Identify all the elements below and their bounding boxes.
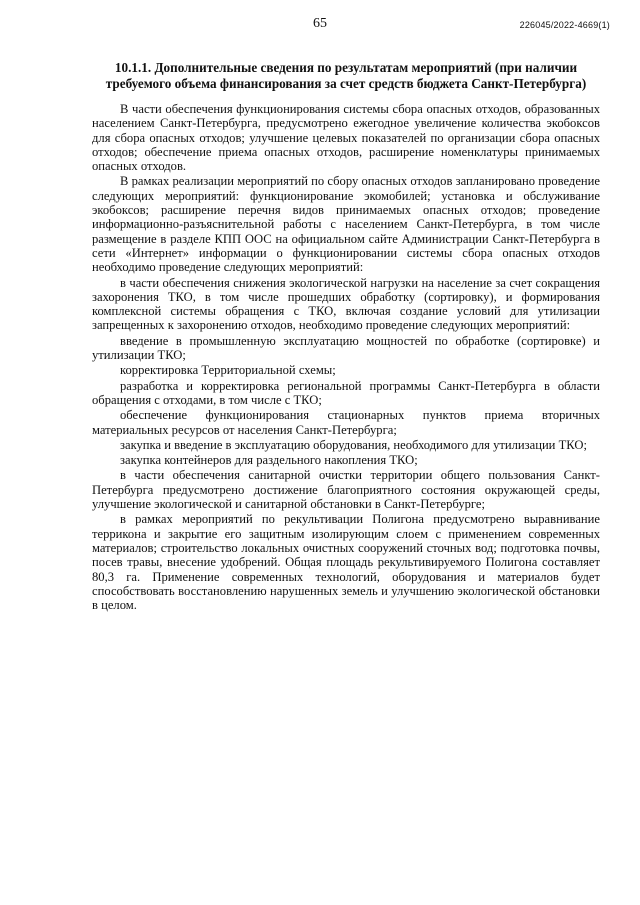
paragraph: В части обеспечения функционирования системы сбора опасных отходов, образованных населением Санкт-Петербурга, предусмотрено ежегодное увеличение количества экобоксов для сбора опасных отходов; улучшение целевых показателей по организации сбора опасных отходов; обеспечение приема опасных отходов, расширение номенклатуры принимаемых опасных отходов. [92,102,600,174]
paragraph: закупка контейнеров для раздельного накопления ТКО; [120,453,418,468]
paragraph: разработка и корректировка региональной программы Санкт-Петербурга в области обращения с отходами, в том числе с ТКО; [92,378,600,407]
paragraph: закупка и введение в эксплуатацию оборудования, необходимого для утилизации ТКО; [120,437,587,452]
document-id: 226045/2022-4669(1) [519,20,610,30]
paragraph: обеспечение функционирования стационарных пунктов приема вторичных материальных ресурсов от населения Санкт-Петербурга; [92,408,600,437]
document-body [92,102,600,613]
section-heading: 10.1.1. Дополнительные сведения по результатам мероприятий (при наличии требуемого объема финансирования за счет средств бюджета Санкт-Петербурга) [105,60,587,91]
paragraph: в части обеспечения снижения экологической нагрузки на население за счет сокращения захоронения ТКО, в том числе прошедших обработку (сортировку), и формирования комплексной системы обращения с ТКО, включая создание условий для утилизации запрещенных к захоронению отходов, необходимо проведение следующих мероприятий: [92,275,600,333]
paragraph: введение в промышленную эксплуатацию мощностей по обработке (сортировке) и утилизации ТКО; [92,333,600,363]
paragraph: в части обеспечения санитарной очистки территории общего пользования Санкт-Петербурга предусмотрено достижение благоприятного состояния окружающей среды, улучшение экологической и санитарной обстановки в Санкт-Петербурге; [92,468,600,512]
paragraph: в рамках мероприятий по рекультивации Полигона предусмотрено выравнивание терриконa и закрытие его защитным изолирующим слоем с применением современных материалов; строительство локальных очистных сооружений сточных вод; подготовка почвы, посев травы, внесение удобрений. Общая площадь рекультивируемого Полигона составляет 80,3 га. Применение современных технологий, оборудования и материалов будет способствовать восстановлению нарушенных земель и улучшению экологической обстановки в целом. [92,512,600,613]
paragraph: корректировка Территориальной схемы; [120,363,336,378]
paragraph: В рамках реализации мероприятий по сбору опасных отходов запланировано проведение следующих мероприятий: функционирование экомобилей; установка и обслуживание экобоксов; расширение перечня видов принимаемых опасных отходов; проведение информационно-разъяснительной работы с населением Санкт-Петербурга, в том числе размещение в разделе КПП ООС на официальном сайте Администрации Санкт-Петербурга в сети «Интернет» информации о функционировании системы сбора опасных отходов необходимо проведение следующих мероприятий: [92,174,600,275]
page-number: 65 [313,16,327,31]
